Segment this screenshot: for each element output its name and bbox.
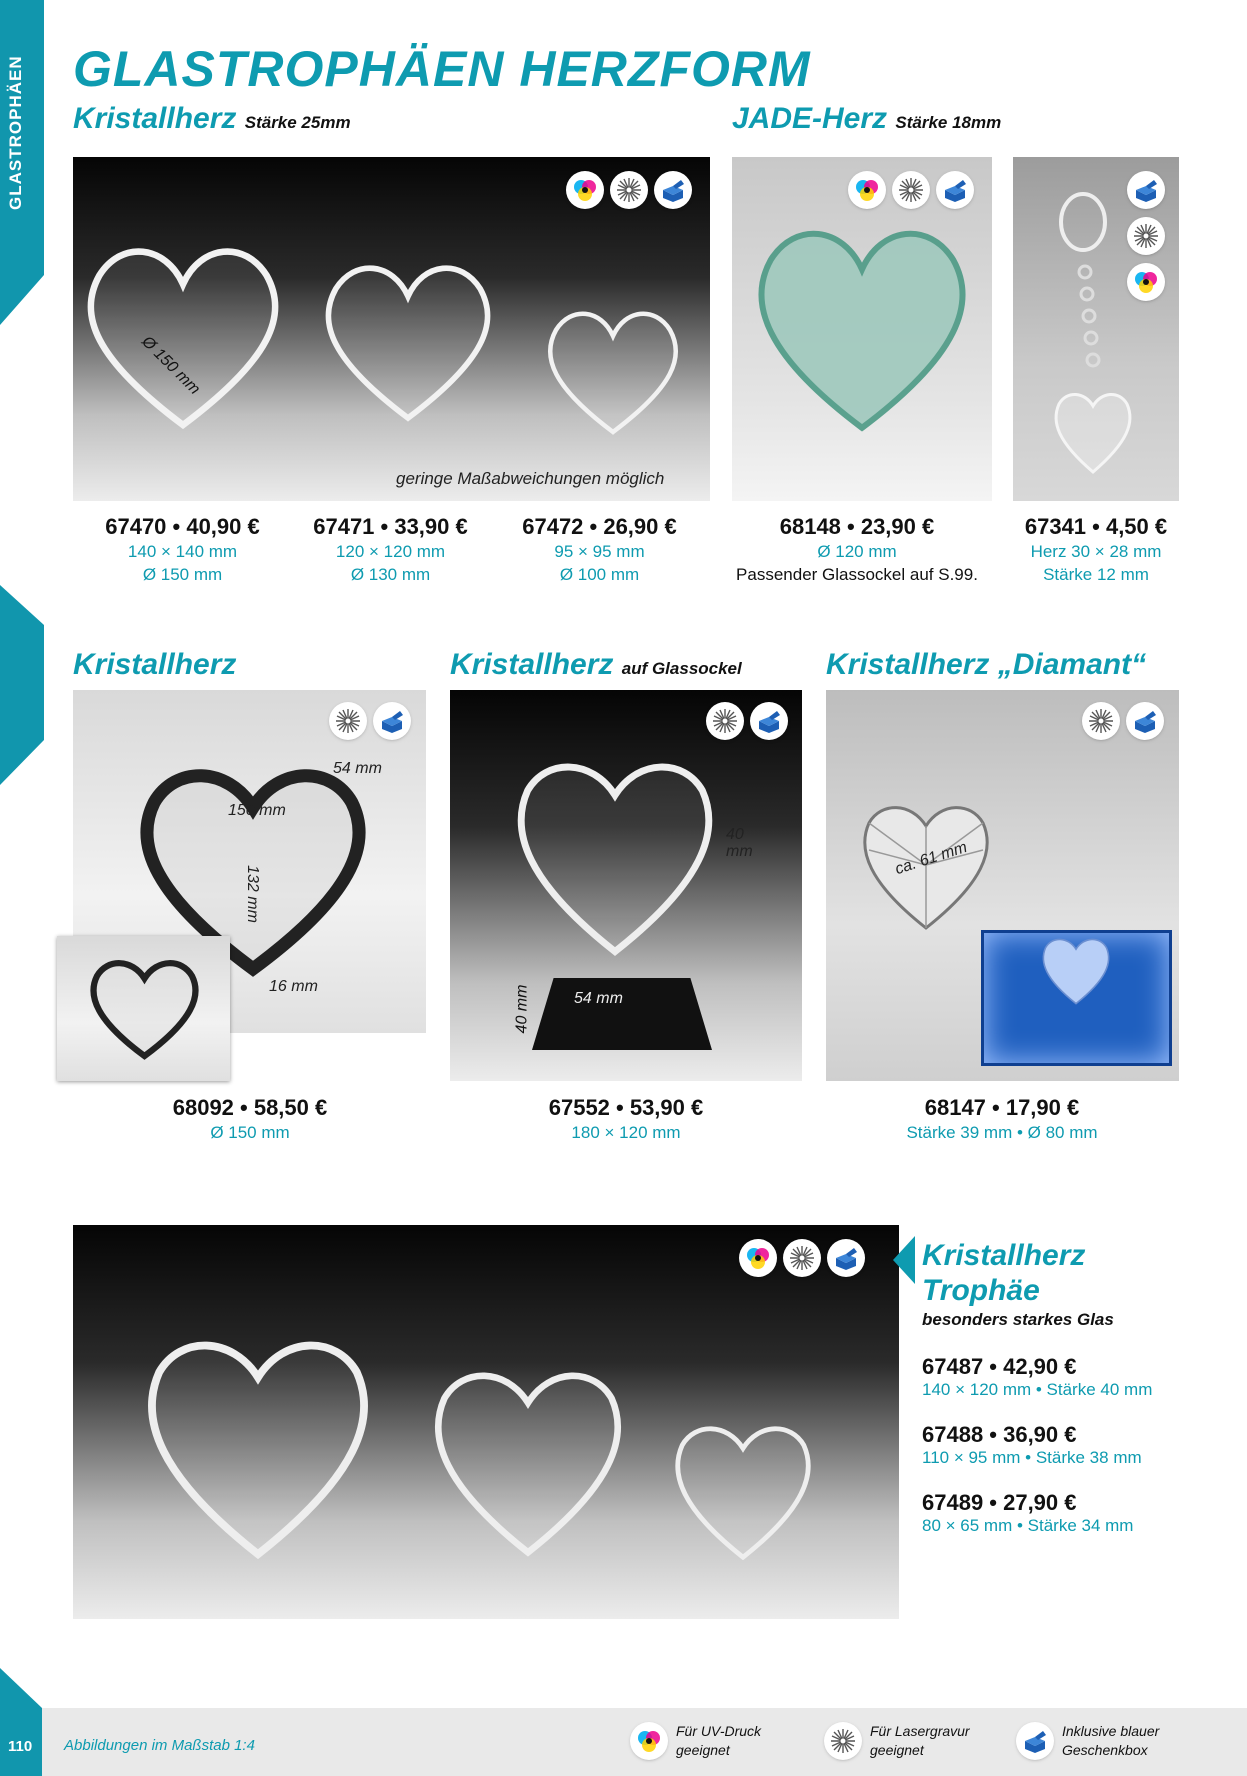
legend-text: Für Lasergravur	[870, 1723, 970, 1739]
trophy-heart-large	[128, 1315, 388, 1575]
legend-text: Inklusive blauer	[1062, 1723, 1160, 1739]
product-code: 67341 • 4,50 €	[1024, 514, 1168, 539]
uv-print-icon	[850, 173, 884, 207]
product-diameter: Ø 150 mm	[210, 1123, 290, 1142]
trophy-info	[922, 1238, 1152, 1536]
gift-box-icon	[375, 704, 409, 738]
product-67472	[517, 514, 682, 586]
dimension-d150: Ø 150 mm	[138, 333, 204, 399]
section-title: Kristallherz	[73, 102, 237, 135]
legend-text: Geschenkbox	[1062, 1742, 1148, 1758]
dimension-40c: 40 mm	[513, 984, 531, 1034]
product-size: Stärke 39 mm • Ø 80 mm	[906, 1123, 1098, 1142]
product-68092	[150, 1095, 350, 1144]
section-title-kristallherz-25	[73, 102, 351, 136]
footer	[0, 1708, 1247, 1776]
trophy-heart-medium	[418, 1350, 638, 1570]
photo-keychain-heart	[1013, 157, 1179, 501]
side-label: GLASTROPHÄEN	[6, 55, 25, 210]
product-67489-code: 67489 • 27,90 €	[922, 1490, 1077, 1515]
page-number: 110	[8, 1738, 33, 1755]
dimension-16: 16 mm	[269, 978, 318, 995]
box-diamond-image	[1031, 930, 1121, 1010]
product-code: 67552 • 53,90 €	[548, 1095, 704, 1120]
photo-jade-heart	[732, 157, 992, 501]
product-67488-size: 110 × 95 mm • Stärke 38 mm	[922, 1448, 1142, 1467]
legend-text: geeignet	[676, 1742, 730, 1758]
tolerance-note: geringe Maßabweichungen möglich	[396, 469, 665, 488]
side-deco-mid	[0, 585, 44, 785]
legend-text: Für UV-Druck	[676, 1723, 762, 1739]
product-diameter: Ø 120 mm	[817, 542, 897, 561]
glass-base	[532, 978, 712, 1050]
heart-medium-image	[313, 247, 503, 437]
gift-box-icon	[1018, 1724, 1052, 1758]
uv-print-icon	[1129, 265, 1163, 299]
gift-box-icon	[656, 173, 690, 207]
laser-engrave-icon	[331, 704, 365, 738]
section-title-line1: Kristallherz	[922, 1239, 1086, 1272]
jade-heart-image	[742, 207, 982, 447]
gift-box-icon	[1128, 704, 1162, 738]
heart-on-base-image	[480, 740, 750, 970]
product-diameter: Ø 130 mm	[350, 565, 431, 584]
product-code: 68148 • 23,90 €	[779, 514, 935, 539]
product-size: Herz 30 × 28 mm	[1030, 542, 1162, 561]
product-code: 68092 • 58,50 €	[172, 1095, 328, 1120]
product-67487-code: 67487 • 42,90 €	[922, 1354, 1077, 1379]
product-code: 67471 • 33,90 €	[313, 514, 468, 539]
laser-engrave-icon	[1129, 219, 1163, 253]
legend-uv	[632, 1722, 761, 1760]
product-size: 180 × 120 mm	[571, 1123, 681, 1142]
dimension-40-unit: mm	[726, 843, 753, 860]
photo-heart-on-base	[450, 690, 802, 1081]
photo-diamant-heart	[826, 690, 1179, 1081]
product-67487-size: 140 × 120 mm • Stärke 40 mm	[922, 1380, 1153, 1399]
product-diameter: Ø 100 mm	[559, 565, 640, 584]
scale-note: Abbildungen im Maßstab 1:4	[64, 1737, 255, 1754]
inset-heart-image	[72, 946, 217, 1071]
heart-large-image	[73, 227, 293, 447]
product-code: 67472 • 26,90 €	[522, 514, 677, 539]
dimension-54: 54 mm	[333, 760, 382, 777]
trophy-heart-small	[663, 1410, 823, 1570]
legend-giftbox	[1018, 1722, 1159, 1760]
photo-kristallherz-inset	[57, 936, 230, 1081]
product-thickness: Stärke 12 mm	[1043, 565, 1149, 584]
dimension-150: 150 mm	[228, 802, 286, 819]
gift-box-icon	[1129, 173, 1163, 207]
section-subtitle: Stärke 18mm	[895, 113, 1002, 132]
uv-print-icon	[741, 1241, 775, 1275]
product-68147	[882, 1095, 1122, 1144]
product-diameter: Ø 150 mm	[142, 565, 223, 584]
uv-print-icon	[568, 173, 602, 207]
product-size: 95 × 95 mm	[554, 542, 645, 561]
laser-engrave-icon	[708, 704, 742, 738]
product-67488-code: 67488 • 36,90 €	[922, 1422, 1077, 1447]
dimension-40-value: 40	[726, 826, 744, 843]
section-title-line2: Trophäe	[922, 1274, 1040, 1307]
section-arrow	[893, 1236, 915, 1284]
product-67552	[526, 1095, 726, 1144]
gift-box-icon	[829, 1241, 863, 1275]
section-title: Kristallherz	[73, 648, 237, 681]
product-67471	[308, 514, 473, 586]
section-subtitle: Stärke 25mm	[244, 113, 351, 132]
product-67341	[1005, 514, 1187, 586]
laser-engrave-icon	[612, 173, 646, 207]
page-tab	[0, 1668, 42, 1776]
heart-small-image	[538, 297, 688, 447]
photo-trophy-hearts	[73, 1225, 899, 1619]
legend-text: geeignet	[870, 1742, 924, 1758]
section-title: Kristallherz	[450, 648, 614, 681]
laser-engrave-icon	[785, 1241, 819, 1275]
gift-box-icon	[938, 173, 972, 207]
section-title-glassockel	[450, 648, 742, 682]
laser-engrave-icon	[1084, 704, 1118, 738]
keychain-image	[1043, 182, 1143, 482]
dimension-40a	[726, 826, 753, 860]
laser-engrave-icon	[894, 173, 928, 207]
product-size: 140 × 140 mm	[127, 542, 238, 561]
page-title: GLASTROPHÄEN HERZFORM	[73, 41, 811, 97]
dimension-ca61: ca. 61 mm	[893, 838, 970, 879]
legend-laser	[826, 1722, 970, 1760]
product-size: 120 × 120 mm	[335, 542, 446, 561]
product-code: 68147 • 17,90 €	[924, 1095, 1080, 1120]
section-subtitle: besonders starkes Glas	[922, 1310, 1114, 1329]
section-title: JADE-Herz	[732, 102, 888, 135]
product-67470	[100, 514, 265, 586]
product-67489-size: 80 × 65 mm • Stärke 34 mm	[922, 1516, 1134, 1535]
dimension-54b: 54 mm	[574, 990, 623, 1007]
section-title-jade-herz	[732, 102, 1001, 136]
section-subtitle: auf Glassockel	[621, 659, 742, 678]
product-68148	[722, 514, 992, 586]
photo-crystal-hearts	[73, 157, 710, 501]
section-title-kristallherz-2	[73, 648, 236, 682]
product-note: Passender Glassockel auf S.99.	[736, 565, 978, 584]
laser-engrave-icon	[826, 1724, 860, 1758]
gift-box-icon	[752, 704, 786, 738]
section-title-diamant: Kristallherz „Diamant“	[826, 648, 1147, 681]
dimension-132: 132 mm	[243, 865, 261, 923]
product-code: 67470 • 40,90 €	[105, 514, 260, 539]
uv-print-icon	[632, 1724, 666, 1758]
